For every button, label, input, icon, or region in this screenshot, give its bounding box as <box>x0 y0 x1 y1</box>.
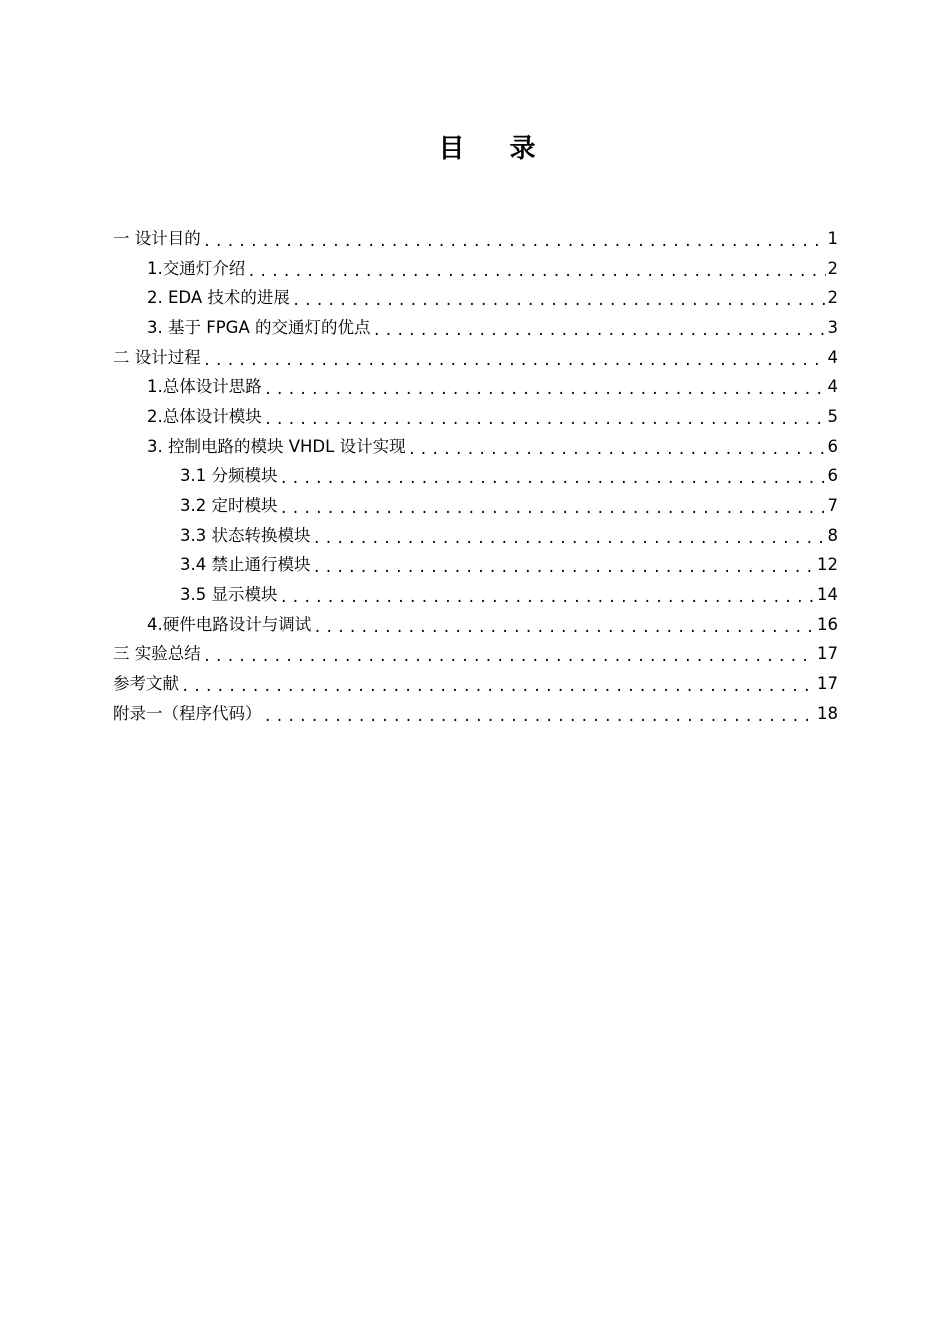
toc-entry-page: 12 <box>817 555 838 575</box>
toc-dot-leader <box>280 587 816 609</box>
toc-entry-page: 17 <box>817 644 838 664</box>
toc-dot-leader <box>280 468 826 490</box>
toc-entry[interactable] <box>113 669 838 699</box>
toc-entry[interactable] <box>113 551 838 581</box>
toc-entry-page: 2 <box>827 288 838 308</box>
toc-entry-label: 4.硬件电路设计与调试 <box>147 614 312 634</box>
toc-dot-leader <box>203 231 826 253</box>
toc-entry-label: 2.总体设计模块 <box>147 406 262 426</box>
toc-entry[interactable] <box>113 254 838 284</box>
toc-entry-page: 6 <box>827 466 838 486</box>
toc-dot-leader <box>181 676 815 698</box>
toc-entry-page: 14 <box>817 585 838 605</box>
toc-entry-page: 18 <box>817 703 838 723</box>
toc-entry-page: 5 <box>827 406 838 426</box>
toc-dot-leader <box>264 706 816 728</box>
toc-dot-leader <box>264 379 826 401</box>
toc-dot-leader <box>280 498 826 520</box>
toc-entry-page: 17 <box>817 674 838 694</box>
toc-entry-page: 7 <box>827 496 838 516</box>
toc-entry-page: 16 <box>817 614 838 634</box>
toc-entry[interactable] <box>113 699 838 729</box>
toc-entry-label: 3.5 显示模块 <box>180 585 278 605</box>
toc-dot-leader <box>313 617 815 639</box>
toc-dot-leader <box>203 350 826 372</box>
toc-entry[interactable] <box>113 462 838 492</box>
toc-entry-label: 3.2 定时模块 <box>180 496 278 516</box>
toc-entry-label: 3.1 分频模块 <box>180 466 278 486</box>
toc-entry[interactable] <box>113 491 838 521</box>
toc-entry-page: 4 <box>827 347 838 367</box>
toc-entry-label: 3. 控制电路的模块 VHDL 设计实现 <box>147 436 406 456</box>
toc-entry[interactable] <box>113 372 838 402</box>
toc-entry-page: 3 <box>827 317 838 337</box>
toc-dot-leader <box>264 409 826 431</box>
toc-entry[interactable] <box>113 283 838 313</box>
toc-dot-leader <box>247 261 825 283</box>
toc-entry-label: 三 实验总结 <box>113 644 201 664</box>
toc-entry[interactable] <box>113 610 838 640</box>
toc-entry-page: 4 <box>827 377 838 397</box>
toc-dot-leader <box>408 439 826 461</box>
toc-entry-label: 1.总体设计思路 <box>147 377 262 397</box>
toc-entry-label: 2. EDA 技术的进展 <box>147 288 290 308</box>
toc-entry[interactable] <box>113 224 838 254</box>
toc-dot-leader <box>313 528 826 550</box>
toc-entry-label: 3. 基于 FPGA 的交通灯的优点 <box>147 317 371 337</box>
toc-entry-page: 8 <box>827 525 838 545</box>
toc-entry-label: 3.4 禁止通行模块 <box>180 555 311 575</box>
table-of-contents <box>113 224 838 729</box>
toc-entry-label: 二 设计过程 <box>113 347 201 367</box>
toc-entry[interactable] <box>113 313 838 343</box>
toc-entry-label: 一 设计目的 <box>113 228 201 248</box>
toc-entry-page: 1 <box>827 228 838 248</box>
toc-dot-leader <box>373 320 826 342</box>
toc-entry-label: 3.3 状态转换模块 <box>180 525 311 545</box>
toc-entry[interactable] <box>113 343 838 373</box>
toc-dot-leader <box>313 557 816 579</box>
toc-dot-leader <box>292 290 826 312</box>
toc-entry[interactable] <box>113 640 838 670</box>
toc-entry-page: 6 <box>827 436 838 456</box>
toc-entry[interactable] <box>113 402 838 432</box>
page-title: 目 录 <box>438 134 554 164</box>
toc-entry[interactable] <box>113 521 838 551</box>
toc-entry[interactable] <box>113 432 838 462</box>
toc-entry-label: 参考文献 <box>113 674 179 694</box>
toc-entry-label: 附录一（程序代码） <box>113 703 262 723</box>
toc-entry-page: 2 <box>827 258 838 278</box>
toc-entry-label: 1.交通灯介绍 <box>147 258 246 278</box>
toc-dot-leader <box>203 646 815 668</box>
toc-entry[interactable] <box>113 580 838 610</box>
